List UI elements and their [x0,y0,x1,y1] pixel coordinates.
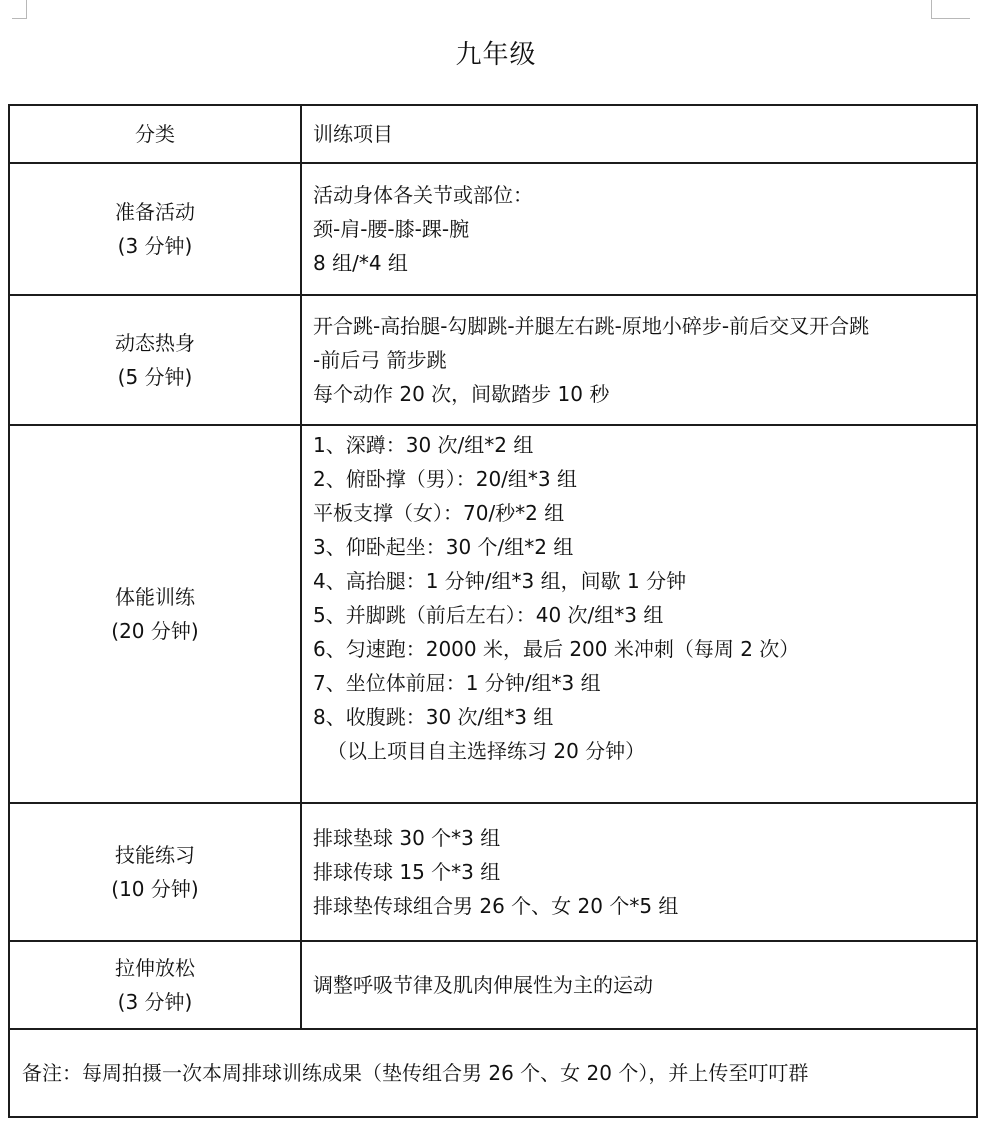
items-cell [301,941,977,1029]
item-line: 3、仰卧起坐：30 个/组*2 组 [313,535,574,559]
category-name: 体能训练 [115,585,195,609]
items-cell [301,803,977,941]
item-line: 平板支撑（女）：70/秒*2 组 [313,501,565,525]
item-line: 5、并脚跳（前后左右）：40 次/组*3 组 [313,603,664,627]
item-line: 8、收腹跳：30 次/组*3 组 [313,705,554,729]
table-row [9,295,977,425]
category-duration: (20 分钟) [111,619,199,643]
category-cell [9,163,301,295]
item-line: 6、匀速跑：2000 米，最后 200 米冲刺（每周 2 次） [313,637,800,661]
item-line: 7、坐位体前屈：1 分钟/组*3 组 [313,671,601,695]
header-category-cell [9,105,301,163]
category-duration: (5 分钟) [117,365,193,389]
items-cell [301,295,977,425]
items-cell [301,163,977,295]
category-duration: (10 分钟) [111,877,199,901]
items-cell [301,425,977,803]
item-line: 调整呼吸节律及肌肉伸展性为主的运动 [313,973,653,997]
crop-mark-top-left [12,0,27,19]
table-row [9,803,977,941]
category-name: 拉伸放松 [115,956,195,980]
category-cell [9,941,301,1029]
note-row [9,1029,977,1117]
item-line: 2、俯卧撑（男）：20/组*3 组 [313,467,577,491]
table-header-row [9,105,977,163]
header-items-cell [301,105,977,163]
category-duration: (3 分钟) [117,234,193,258]
category-cell [9,425,301,803]
item-note-line: （以上项目自主选择练习 20 分钟） [327,739,646,763]
category-name: 技能练习 [115,843,195,867]
item-line: 排球垫球 30 个*3 组 [313,826,501,850]
item-line: 8 组/*4 组 [313,251,408,275]
item-line: 颈-肩-腰-膝-踝-腕 [313,217,470,241]
item-line: 每个动作 20 次，间歇踏步 10 秒 [313,382,610,406]
category-name: 动态热身 [115,331,195,355]
training-plan-table [8,104,978,1118]
category-cell [9,295,301,425]
table-row [9,163,977,295]
category-duration: (3 分钟) [117,990,193,1014]
item-line: 活动身体各关节或部位： [313,183,533,207]
category-cell [9,803,301,941]
item-line: 开合跳-高抬腿-勾脚跳-并腿左右跳-原地小碎步-前后交叉开合跳 [313,314,870,338]
category-name: 准备活动 [115,200,195,224]
page-title: 九年级 [455,40,537,70]
note-cell [9,1029,977,1117]
header-category-label: 分类 [135,122,175,146]
item-line: 排球传球 15 个*3 组 [313,860,501,884]
item-line: 4、高抬腿：1 分钟/组*3 组，间歇 1 分钟 [313,569,687,593]
crop-mark-top-right [931,0,970,19]
remark-text: 备注：每周拍摄一次本周排球训练成果（垫传组合男 26 个、女 20 个），并上传至叮叮群 [22,1061,809,1085]
item-line: 排球垫传球组合男 26 个、女 20 个*5 组 [313,894,679,918]
item-line: -前后弓 箭步跳 [313,348,447,372]
table-row [9,425,977,803]
table-row [9,941,977,1029]
item-line: 1、深蹲：30 次/组*2 组 [313,433,534,457]
header-items-label: 训练项目 [313,122,393,146]
